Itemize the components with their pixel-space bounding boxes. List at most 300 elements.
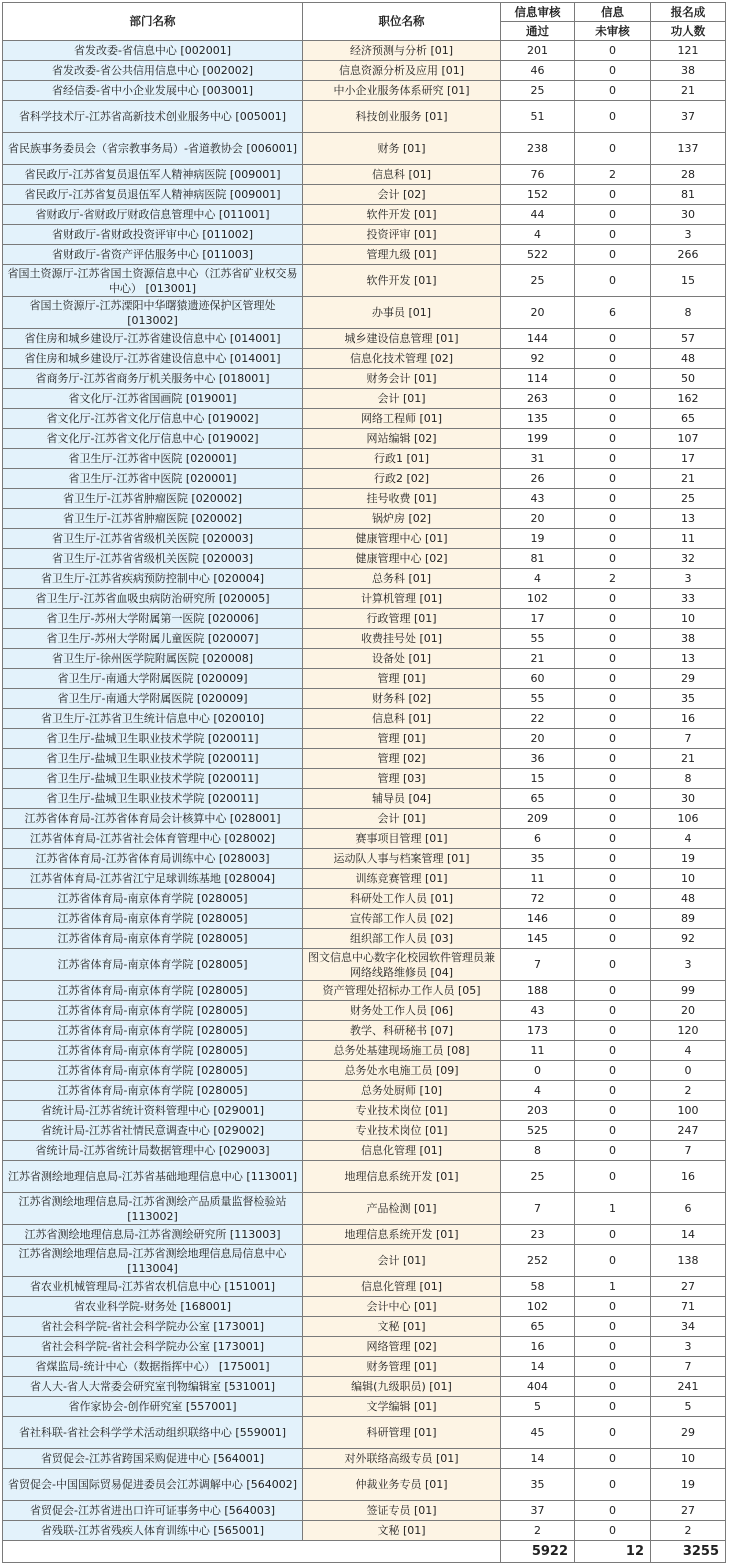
row-pending: 0 — [575, 789, 651, 809]
row-position: 编辑(九级职员) [01] — [303, 1377, 501, 1397]
row-passed: 21 — [501, 649, 575, 669]
total-paid: 3255 — [651, 1541, 726, 1563]
row-pending: 0 — [575, 749, 651, 769]
row-position: 网络管理 [02] — [303, 1337, 501, 1357]
row-passed: 15 — [501, 769, 575, 789]
row-pending: 0 — [575, 369, 651, 389]
row-dept: 省卫生厅-江苏省血吸虫病防治研究所 [020005] — [3, 589, 303, 609]
row-dept: 江苏省体育局-南京体育学院 [028005] — [3, 1021, 303, 1041]
row-position: 信息资源分析及应用 [01] — [303, 61, 501, 81]
table-row — [3, 749, 726, 769]
row-passed: 81 — [501, 549, 575, 569]
table-row — [3, 609, 726, 629]
row-position: 总务处厨师 [10] — [303, 1081, 501, 1101]
table-body — [3, 41, 726, 1541]
table-row — [3, 1277, 726, 1297]
header-pending-top: 信息 — [575, 3, 651, 22]
row-paid: 21 — [651, 81, 726, 101]
table-row — [3, 1041, 726, 1061]
row-paid: 38 — [651, 629, 726, 649]
row-passed: 31 — [501, 449, 575, 469]
row-paid: 3 — [651, 225, 726, 245]
row-dept: 省卫生厅-江苏省省级机关医院 [020003] — [3, 549, 303, 569]
row-dept: 省商务厅-江苏省商务厅机关服务中心 [018001] — [3, 369, 303, 389]
table-row — [3, 489, 726, 509]
row-position: 科技创业服务 [01] — [303, 101, 501, 133]
table-row — [3, 1161, 726, 1193]
table-row — [3, 41, 726, 61]
row-passed: 4 — [501, 569, 575, 589]
row-position: 训练竞赛管理 [01] — [303, 869, 501, 889]
row-dept: 省卫生厅-江苏省卫生统计信息中心 [020010] — [3, 709, 303, 729]
row-pending: 0 — [575, 909, 651, 929]
row-dept: 省残联-江苏省残疾人体育训练中心 [565001] — [3, 1521, 303, 1541]
row-position: 健康管理中心 [01] — [303, 529, 501, 549]
table-row — [3, 61, 726, 81]
row-passed: 55 — [501, 689, 575, 709]
table-row — [3, 429, 726, 449]
row-passed: 6 — [501, 829, 575, 849]
row-paid: 10 — [651, 869, 726, 889]
row-pending: 0 — [575, 1061, 651, 1081]
row-paid: 7 — [651, 729, 726, 749]
row-passed: 19 — [501, 529, 575, 549]
header-passed-top: 信息审核 — [501, 3, 575, 22]
row-pending: 0 — [575, 429, 651, 449]
row-pending: 0 — [575, 1021, 651, 1041]
row-position: 财务处工作人员 [06] — [303, 1001, 501, 1021]
row-paid: 81 — [651, 185, 726, 205]
row-paid: 10 — [651, 1449, 726, 1469]
row-passed: 76 — [501, 165, 575, 185]
row-pending: 0 — [575, 265, 651, 297]
table-row — [3, 509, 726, 529]
row-paid: 29 — [651, 1417, 726, 1449]
row-dept: 省贸促会-江苏省进出口许可证事务中心 [564003] — [3, 1501, 303, 1521]
row-paid: 13 — [651, 649, 726, 669]
table-row — [3, 469, 726, 489]
row-paid: 30 — [651, 205, 726, 225]
row-position: 科研处工作人员 [01] — [303, 889, 501, 909]
row-passed: 199 — [501, 429, 575, 449]
row-paid: 92 — [651, 929, 726, 949]
row-passed: 72 — [501, 889, 575, 909]
row-pending: 0 — [575, 1357, 651, 1377]
table-row — [3, 809, 726, 829]
row-paid: 15 — [651, 265, 726, 297]
row-passed: 114 — [501, 369, 575, 389]
row-pending: 0 — [575, 609, 651, 629]
row-passed: 4 — [501, 225, 575, 245]
row-passed: 135 — [501, 409, 575, 429]
row-pending: 0 — [575, 449, 651, 469]
table-row — [3, 349, 726, 369]
row-passed: 145 — [501, 929, 575, 949]
row-pending: 0 — [575, 849, 651, 869]
row-paid: 35 — [651, 689, 726, 709]
row-pending: 0 — [575, 1317, 651, 1337]
row-dept: 省社会科学院-省社会科学院办公室 [173001] — [3, 1337, 303, 1357]
row-pending: 0 — [575, 329, 651, 349]
row-paid: 3 — [651, 1337, 726, 1357]
row-dept: 省民政厅-江苏省复员退伍军人精神病医院 [009001] — [3, 185, 303, 205]
row-passed: 25 — [501, 265, 575, 297]
row-dept: 省文化厅-江苏省国画院 [019001] — [3, 389, 303, 409]
row-position: 办事员 [01] — [303, 297, 501, 329]
row-position: 管理 [02] — [303, 749, 501, 769]
row-position: 软件开发 [01] — [303, 265, 501, 297]
row-position: 经济预测与分析 [01] — [303, 41, 501, 61]
row-paid: 247 — [651, 1121, 726, 1141]
row-dept: 省贸促会-江苏省跨国采购促进中心 [564001] — [3, 1449, 303, 1469]
row-position: 总务科 [01] — [303, 569, 501, 589]
row-passed: 65 — [501, 789, 575, 809]
row-paid: 28 — [651, 165, 726, 185]
row-dept: 江苏省体育局-南京体育学院 [028005] — [3, 909, 303, 929]
row-passed: 102 — [501, 1297, 575, 1317]
row-pending: 0 — [575, 225, 651, 245]
row-paid: 19 — [651, 1469, 726, 1501]
row-paid: 107 — [651, 429, 726, 449]
table-row — [3, 81, 726, 101]
row-dept: 省卫生厅-江苏省省级机关医院 [020003] — [3, 529, 303, 549]
row-passed: 60 — [501, 669, 575, 689]
table-row — [3, 1357, 726, 1377]
row-paid: 38 — [651, 61, 726, 81]
row-dept: 省卫生厅-江苏省疾病预防控制中心 [020004] — [3, 569, 303, 589]
row-passed: 7 — [501, 949, 575, 981]
row-paid: 16 — [651, 1161, 726, 1193]
row-position: 仲裁业务专员 [01] — [303, 1469, 501, 1501]
row-position: 管理 [01] — [303, 729, 501, 749]
header-passed-bottom: 通过 — [501, 22, 575, 41]
row-paid: 25 — [651, 489, 726, 509]
table-row — [3, 709, 726, 729]
table-row — [3, 265, 726, 297]
row-pending: 0 — [575, 689, 651, 709]
total-passed: 5922 — [501, 1541, 575, 1563]
row-dept: 省社科联-省社会科学学术活动组织联络中心 [559001] — [3, 1417, 303, 1449]
table-row — [3, 769, 726, 789]
row-position: 对外联络高级专员 [01] — [303, 1449, 501, 1469]
row-passed: 252 — [501, 1245, 575, 1277]
row-paid: 20 — [651, 1001, 726, 1021]
table-row — [3, 205, 726, 225]
row-paid: 3 — [651, 569, 726, 589]
table-row — [3, 369, 726, 389]
table-row — [3, 1397, 726, 1417]
row-passed: 0 — [501, 1061, 575, 1081]
row-dept: 江苏省体育局-南京体育学院 [028005] — [3, 889, 303, 909]
row-passed: 102 — [501, 589, 575, 609]
row-passed: 8 — [501, 1141, 575, 1161]
table-row — [3, 1061, 726, 1081]
row-paid: 48 — [651, 889, 726, 909]
row-pending: 0 — [575, 1041, 651, 1061]
row-pending: 2 — [575, 569, 651, 589]
row-passed: 263 — [501, 389, 575, 409]
table-row — [3, 1081, 726, 1101]
row-position: 专业技术岗位 [01] — [303, 1121, 501, 1141]
row-pending: 0 — [575, 349, 651, 369]
row-position: 运动队人事与档案管理 [01] — [303, 849, 501, 869]
row-position: 行政1 [01] — [303, 449, 501, 469]
row-dept: 江苏省体育局-南京体育学院 [028005] — [3, 949, 303, 981]
row-dept: 省财政厅-省财政投资评审中心 [011002] — [3, 225, 303, 245]
row-paid: 50 — [651, 369, 726, 389]
row-paid: 137 — [651, 133, 726, 165]
row-pending: 0 — [575, 1161, 651, 1193]
totals-row — [3, 1541, 726, 1563]
row-paid: 30 — [651, 789, 726, 809]
row-passed: 201 — [501, 41, 575, 61]
registration-table — [2, 2, 726, 1563]
row-dept: 江苏省体育局-南京体育学院 [028005] — [3, 1041, 303, 1061]
row-position: 行政2 [02] — [303, 469, 501, 489]
row-position: 网络工程师 [01] — [303, 409, 501, 429]
row-position: 会计 [01] — [303, 389, 501, 409]
table-row — [3, 981, 726, 1001]
row-position: 会计 [01] — [303, 1245, 501, 1277]
table-row — [3, 1521, 726, 1541]
row-position: 图文信息中心数字化校园软件管理员兼网络线路维修员 [04] — [303, 949, 501, 981]
row-dept: 省卫生厅-南通大学附属医院 [020009] — [3, 689, 303, 709]
row-passed: 22 — [501, 709, 575, 729]
table-row — [3, 1297, 726, 1317]
row-passed: 188 — [501, 981, 575, 1001]
row-paid: 100 — [651, 1101, 726, 1121]
row-dept: 省卫生厅-盐城卫生职业技术学院 [020011] — [3, 789, 303, 809]
row-passed: 2 — [501, 1521, 575, 1541]
row-dept: 省作家协会-创作研究室 [557001] — [3, 1397, 303, 1417]
row-position: 赛事项目管理 [01] — [303, 829, 501, 849]
table-row — [3, 689, 726, 709]
row-pending: 0 — [575, 809, 651, 829]
row-dept: 省科学技术厅-江苏省高新技术创业服务中心 [005001] — [3, 101, 303, 133]
row-dept: 省民族事务委员会（省宗教事务局）-省道教协会 [006001] — [3, 133, 303, 165]
row-paid: 27 — [651, 1501, 726, 1521]
row-paid: 21 — [651, 469, 726, 489]
table-row — [3, 1021, 726, 1041]
row-pending: 0 — [575, 549, 651, 569]
table-row — [3, 1101, 726, 1121]
row-dept: 省民政厅-江苏省复员退伍军人精神病医院 [009001] — [3, 165, 303, 185]
row-paid: 7 — [651, 1357, 726, 1377]
row-pending: 0 — [575, 389, 651, 409]
row-position: 中小企业服务体系研究 [01] — [303, 81, 501, 101]
table-row — [3, 297, 726, 329]
row-pending: 0 — [575, 1001, 651, 1021]
table-row — [3, 133, 726, 165]
header-pending-bottom: 未审核 — [575, 22, 651, 41]
row-paid: 13 — [651, 509, 726, 529]
row-position: 文秘 [01] — [303, 1317, 501, 1337]
row-passed: 43 — [501, 1001, 575, 1021]
row-dept: 江苏省测绘地理信息局-江苏省基础地理信息中心 [113001] — [3, 1161, 303, 1193]
row-dept: 省卫生厅-江苏省肿瘤医院 [020002] — [3, 489, 303, 509]
row-paid: 21 — [651, 749, 726, 769]
row-dept: 江苏省测绘地理信息局-江苏省测绘产品质量监督检验站 [113002] — [3, 1193, 303, 1225]
header-dept: 部门名称 — [3, 3, 303, 41]
row-position: 信息科 [01] — [303, 709, 501, 729]
row-dept: 省文化厅-江苏省文化厅信息中心 [019002] — [3, 429, 303, 449]
row-paid: 241 — [651, 1377, 726, 1397]
row-pending: 0 — [575, 81, 651, 101]
row-position: 会计 [01] — [303, 809, 501, 829]
row-position: 管理 [01] — [303, 669, 501, 689]
row-pending: 0 — [575, 469, 651, 489]
row-dept: 江苏省体育局-江苏省江宁足球训练基地 [028004] — [3, 869, 303, 889]
row-passed: 44 — [501, 205, 575, 225]
row-dept: 省经信委-省中小企业发展中心 [003001] — [3, 81, 303, 101]
row-passed: 43 — [501, 489, 575, 509]
row-dept: 省统计局-江苏省统计局数据管理中心 [029003] — [3, 1141, 303, 1161]
row-dept: 省卫生厅-盐城卫生职业技术学院 [020011] — [3, 769, 303, 789]
row-pending: 0 — [575, 1521, 651, 1541]
row-pending: 0 — [575, 1245, 651, 1277]
row-position: 科研管理 [01] — [303, 1417, 501, 1449]
row-position: 会计 [02] — [303, 185, 501, 205]
row-paid: 138 — [651, 1245, 726, 1277]
row-passed: 238 — [501, 133, 575, 165]
row-pending: 0 — [575, 509, 651, 529]
row-paid: 2 — [651, 1081, 726, 1101]
row-passed: 5 — [501, 1397, 575, 1417]
row-pending: 0 — [575, 1225, 651, 1245]
row-dept: 省卫生厅-苏州大学附属第一医院 [020006] — [3, 609, 303, 629]
row-position: 辅导员 [04] — [303, 789, 501, 809]
row-dept: 省发改委-省信息中心 [002001] — [3, 41, 303, 61]
row-pending: 0 — [575, 949, 651, 981]
totals-blank — [3, 1541, 501, 1563]
table-row — [3, 549, 726, 569]
row-passed: 26 — [501, 469, 575, 489]
table-row — [3, 1317, 726, 1337]
table-row — [3, 1449, 726, 1469]
row-dept: 省卫生厅-苏州大学附属儿童医院 [020007] — [3, 629, 303, 649]
row-passed: 525 — [501, 1121, 575, 1141]
header-position: 职位名称 — [303, 3, 501, 41]
row-position: 资产管理处招标办工作人员 [05] — [303, 981, 501, 1001]
row-dept: 省卫生厅-徐州医学院附属医院 [020008] — [3, 649, 303, 669]
table-row — [3, 165, 726, 185]
row-pending: 0 — [575, 61, 651, 81]
row-position: 教学、科研秘书 [07] — [303, 1021, 501, 1041]
row-passed: 46 — [501, 61, 575, 81]
row-dept: 省农业科学院-财务处 [168001] — [3, 1297, 303, 1317]
row-passed: 55 — [501, 629, 575, 649]
row-paid: 71 — [651, 1297, 726, 1317]
row-position: 锅炉房 [02] — [303, 509, 501, 529]
row-pending: 0 — [575, 1417, 651, 1449]
row-dept: 省发改委-省公共信用信息中心 [002002] — [3, 61, 303, 81]
row-pending: 0 — [575, 1081, 651, 1101]
row-dept: 省国土资源厅-江苏省国土资源信息中心（江苏省矿业权交易中心） [013001] — [3, 265, 303, 297]
row-dept: 省统计局-江苏省统计资料管理中心 [029001] — [3, 1101, 303, 1121]
row-passed: 37 — [501, 1501, 575, 1521]
row-passed: 35 — [501, 849, 575, 869]
row-passed: 14 — [501, 1449, 575, 1469]
table-row — [3, 1245, 726, 1277]
row-position: 行政管理 [01] — [303, 609, 501, 629]
row-position: 总务处水电施工员 [09] — [303, 1061, 501, 1081]
row-pending: 1 — [575, 1193, 651, 1225]
row-pending: 0 — [575, 929, 651, 949]
row-position: 信息化管理 [01] — [303, 1277, 501, 1297]
row-paid: 33 — [651, 589, 726, 609]
row-passed: 17 — [501, 609, 575, 629]
table-row — [3, 889, 726, 909]
table-row — [3, 1337, 726, 1357]
row-dept: 省统计局-江苏省社情民意调查中心 [029002] — [3, 1121, 303, 1141]
table-row — [3, 1121, 726, 1141]
row-pending: 0 — [575, 589, 651, 609]
row-dept: 江苏省测绘地理信息局-江苏省测绘地理信息局信息中心 [113004] — [3, 1245, 303, 1277]
row-paid: 19 — [651, 849, 726, 869]
row-passed: 20 — [501, 297, 575, 329]
row-paid: 10 — [651, 609, 726, 629]
row-passed: 209 — [501, 809, 575, 829]
row-position: 财务科 [02] — [303, 689, 501, 709]
row-pending: 0 — [575, 101, 651, 133]
row-dept: 省卫生厅-盐城卫生职业技术学院 [020011] — [3, 749, 303, 769]
row-position: 总务处基建现场施工员 [08] — [303, 1041, 501, 1061]
row-passed: 11 — [501, 869, 575, 889]
row-dept: 江苏省体育局-江苏省社会体育管理中心 [028002] — [3, 829, 303, 849]
table-row — [3, 409, 726, 429]
table-row — [3, 1001, 726, 1021]
row-position: 网站编辑 [02] — [303, 429, 501, 449]
table-row — [3, 829, 726, 849]
row-position: 财务 [01] — [303, 133, 501, 165]
total-pending: 12 — [575, 1541, 651, 1563]
row-paid: 4 — [651, 829, 726, 849]
row-passed: 65 — [501, 1317, 575, 1337]
row-position: 财务会计 [01] — [303, 369, 501, 389]
row-position: 挂号收费 [01] — [303, 489, 501, 509]
row-dept: 省卫生厅-盐城卫生职业技术学院 [020011] — [3, 729, 303, 749]
table-row — [3, 649, 726, 669]
row-position: 管理九级 [01] — [303, 245, 501, 265]
row-pending: 1 — [575, 1277, 651, 1297]
row-pending: 0 — [575, 205, 651, 225]
row-dept: 省住房和城乡建设厅-江苏省建设信息中心 [014001] — [3, 329, 303, 349]
row-paid: 27 — [651, 1277, 726, 1297]
row-pending: 0 — [575, 1449, 651, 1469]
row-paid: 34 — [651, 1317, 726, 1337]
row-position: 地理信息系统开发 [01] — [303, 1161, 501, 1193]
row-paid: 120 — [651, 1021, 726, 1041]
table-row — [3, 1377, 726, 1397]
row-paid: 57 — [651, 329, 726, 349]
row-passed: 4 — [501, 1081, 575, 1101]
row-dept: 省社会科学院-省社会科学院办公室 [173001] — [3, 1317, 303, 1337]
row-paid: 162 — [651, 389, 726, 409]
row-position: 收费挂号处 [01] — [303, 629, 501, 649]
row-dept: 省人大-省人大常委会研究室刊物编辑室 [531001] — [3, 1377, 303, 1397]
row-pending: 0 — [575, 649, 651, 669]
row-pending: 0 — [575, 729, 651, 749]
row-passed: 45 — [501, 1417, 575, 1449]
row-paid: 89 — [651, 909, 726, 929]
row-pending: 0 — [575, 1397, 651, 1417]
table-row — [3, 949, 726, 981]
row-pending: 0 — [575, 529, 651, 549]
row-paid: 7 — [651, 1141, 726, 1161]
row-position: 文学编辑 [01] — [303, 1397, 501, 1417]
row-position: 软件开发 [01] — [303, 205, 501, 225]
table-row — [3, 1225, 726, 1245]
